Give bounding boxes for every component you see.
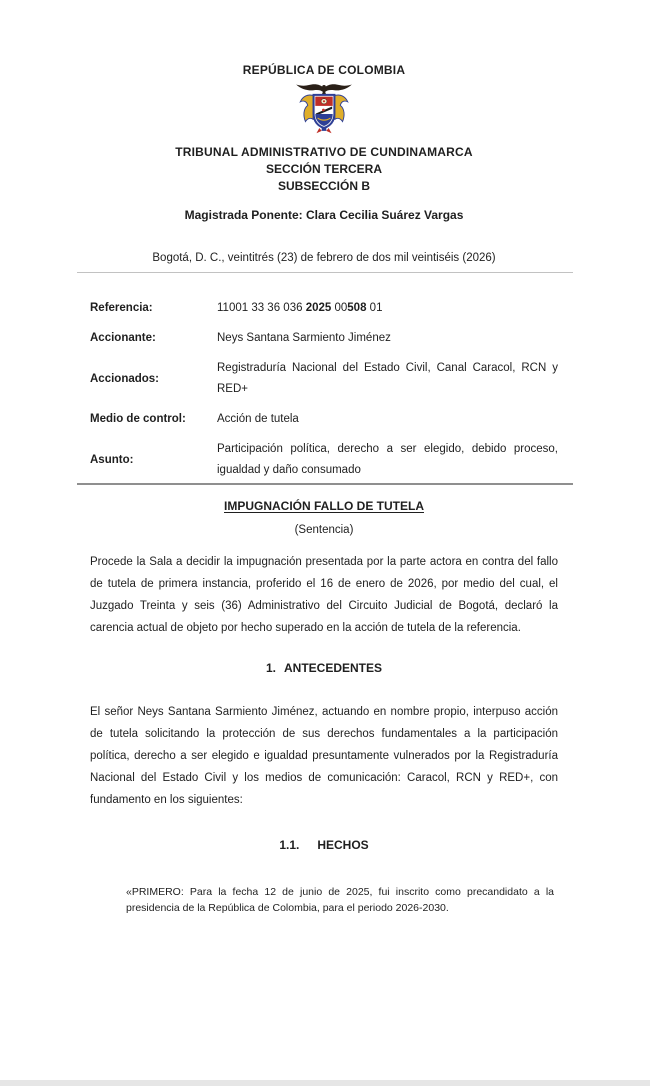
document-content: [0, 62, 650, 916]
dateline: Bogotá, D. C., veintitrés (23) de febrero de dos mil veintiséis (2026): [152, 252, 496, 264]
opening-paragraph: Procede la Sala a decidir la impugnación presentada por la parte actora en contra del fallo de tutela de primera instancia, proferido el 16 de enero de 2026, por medio del cual, el Juzgado Treinta y seis (36) Administrativo del Circuito Judicial de Bogotá, declaró la carencia actual de objeto por hecho superado en la acción de tutela de la referencia.: [90, 556, 558, 634]
tribunal-heading: TRIBUNAL ADMINISTRATIVO DE CUNDINAMARCA: [175, 145, 473, 159]
section-number: 1.1.: [279, 838, 300, 852]
antecedentes-paragraph: El señor Neys Santana Sarmiento Jiménez, actuando en nombre propio, interpuso acción de tutela solicitando la protección de sus derechos fundamentales a la participación política, derecho a ser elegido e igualdad presuntamente vulnerados por la Registraduría Nacional del Estado Civil y los medios de comunicación: Caracol, RCN y RED+, con fundamento en los siguientes:: [90, 706, 558, 806]
row-value: Acción de tutela: [217, 413, 299, 425]
document-page: [0, 62, 650, 1086]
section-title: ANTECEDENTES: [284, 661, 383, 675]
reference-row-medio-de-control: [90, 409, 558, 430]
antecedentes-heading: [90, 660, 558, 677]
section-number: 1.: [265, 661, 276, 675]
hechos-quote: «PRIMERO: Para la fecha 12 de junio de 2025, fui inscrito como precandidato a la presidencia de la República de Colombia, para el periodo 2026-2030.: [126, 886, 554, 914]
colombia-coat-of-arms-icon: [90, 82, 558, 140]
reference-table: [90, 298, 558, 481]
row-value: Neys Santana Sarmiento Jiménez: [217, 332, 391, 344]
row-value: Participación política, derecho a ser elegido, debido proceso, igualdad y daño consumado: [217, 443, 558, 476]
page-bottom-strip: [0, 1080, 650, 1086]
row-label: Medio de control:: [90, 413, 186, 425]
case-number-year: 2025: [305, 302, 332, 314]
seccion-heading: SECCIÓN TERCERA: [265, 162, 382, 176]
divider-bottom: [77, 483, 573, 485]
row-label: Accionante:: [90, 332, 156, 344]
row-value: Registraduría Nacional del Estado Civil, Canal Caracol, RCN y RED+: [217, 362, 558, 395]
section-title: HECHOS: [317, 838, 369, 852]
row-label: Accionados:: [90, 372, 160, 385]
reference-row-asunto: [90, 439, 558, 481]
case-number-part: 00: [334, 302, 348, 314]
subseccion-heading: SUBSECCIÓN B: [277, 179, 370, 193]
reference-row-accionante: [90, 328, 558, 349]
subtitle: (Sentencia): [294, 524, 354, 536]
case-number-part: 01: [369, 302, 383, 314]
main-title: IMPUGNACIÓN FALLO DE TUTELA: [224, 499, 424, 513]
case-number-consecutive: 508: [347, 302, 367, 314]
row-value: [217, 298, 558, 319]
hechos-heading: [90, 837, 558, 854]
reference-row-referencia: [90, 298, 558, 319]
divider-top: [77, 272, 573, 273]
row-label: Referencia:: [90, 302, 153, 314]
row-label: Asunto:: [90, 453, 134, 466]
reference-row-accionados: [90, 358, 558, 400]
republic-heading: REPÚBLICA DE COLOMBIA: [242, 63, 406, 77]
case-number-part: 11001 33 36 036: [217, 302, 303, 314]
magistrate-line: Magistrada Ponente: Clara Cecilia Suárez Vargas: [184, 208, 464, 222]
